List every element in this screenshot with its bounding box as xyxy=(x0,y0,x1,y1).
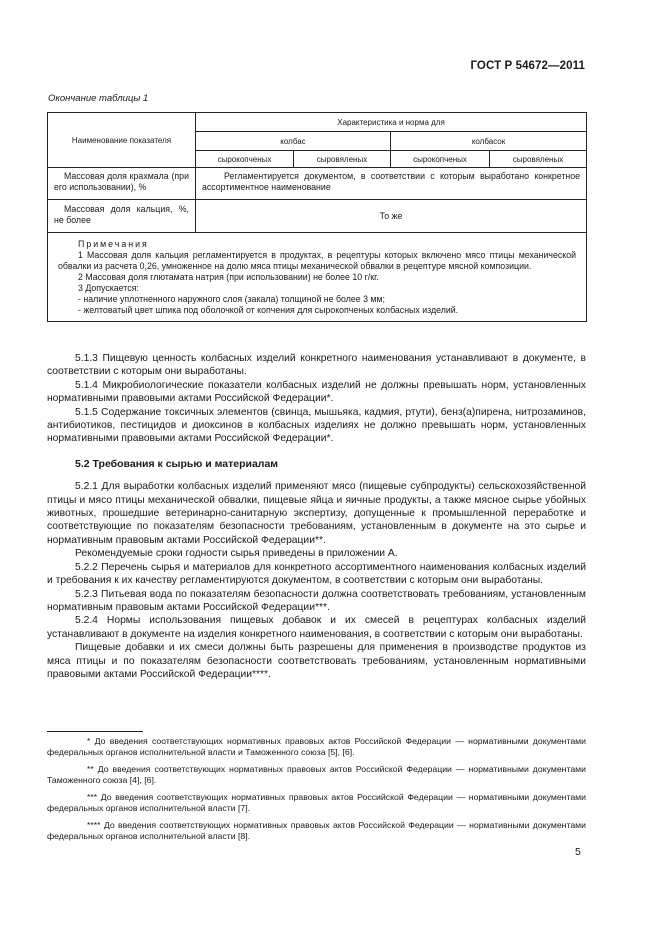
section-5-2-heading: 5.2 Требования к сырью и материалам xyxy=(75,457,279,470)
note-1: 1 Массовая доля кальция регламентируется в продуктах, в рецептуры которых включено мясо птицы механической обвалки из расчета 0,26, умноженное на долю мяса птицы механической обвалки в рецептуре мясной композиции. xyxy=(58,250,577,271)
note-3b: - желтоватый цвет шпика под оболочкой от копчения для сырокопченых колбасных изделий. xyxy=(78,305,459,315)
header-indicator: Наименование показателя xyxy=(48,113,196,168)
document-header: ГОСТ Р 54672—2011 xyxy=(470,60,585,72)
table-notes xyxy=(48,233,587,322)
para-5-2-2: 5.2.2 Перечень сырья и материалов для конкретного ассортиментного наименования колбасных изделий и требования к их качеству регламентируются документом, в соответствии с которым они выработаны. xyxy=(47,561,586,587)
para-5-1-3: 5.1.3 Пищевую ценность колбасных изделий конкретного наименования устанавливают в документе, в соответствии с которым они выработаны. xyxy=(47,353,586,378)
indicators-table xyxy=(47,112,587,322)
note-2: 2 Массовая доля глютамата натрия (при использовании) не более 10 г/кг. xyxy=(78,272,379,282)
footnote-1: * До введения соответствующих нормативных правовых актов Российской Федерации — нормативными документами федеральных органов исполнительной власти и Таможенного союза [5], [6]. xyxy=(47,736,586,757)
para-5-2-4: 5.2.4 Нормы использования пищевых добавок и их смесей в рецептурах колбасных изделий устанавливают в документе на изделия конкретного наименования, в соответствии с которым они выработаны. xyxy=(47,615,586,640)
para-5-1-4: 5.1.4 Микробиологические показатели колбасных изделий не должны превышать норм, установленных нормативными правовыми актами Российской Федерации*. xyxy=(47,379,586,405)
footnote-3: *** До введения соответствующих нормативных правовых актов Российской Федерации — нормативными документами федеральных органов исполнительной власти [7]. xyxy=(47,792,586,813)
para-5-2-1: 5.2.1 Для выработки колбасных изделий применяют мясо (пищевые субпродукты) сельскохозяйственной птицы и мясо птицы механической обвалки, пищевые яйца и яичные продукты, а также мясное сырье убойных животных, прошедшие ветеринарно-санитарную экспертизу, допущенные к промышленной переработке и соответствующие по показателям безопасности требованиям, установленным в документе на это сырье и нормативным правовым актами Российской Федерации**. xyxy=(47,481,586,546)
notes-title: Примечания xyxy=(78,239,149,249)
row-value-calcium: То же xyxy=(196,200,587,233)
header-leaf-1: сырокопченых xyxy=(196,151,294,168)
para-5-1-5: 5.1.5 Содержание токсичных элементов (свинца, мышьяка, кадмия, ртути), бенз(а)пирена, нитрозаминов, антибиотиков, пестицидов и диоксинов в колбасных изделиях не должно превышать норм, установленных нормативными правовыми актами Российской Федерации*. xyxy=(47,406,586,445)
para-additives: Пищевые добавки и их смеси должны быть разрешены для применения в производстве продуктов из мяса птицы и по показателям безопасности соответствовать требованиям, установленным нормативными правовыми актами Российской Федерации****. xyxy=(47,642,586,680)
header-leaf-4: сыровяленых xyxy=(490,151,587,168)
body-text xyxy=(47,352,586,681)
row-name-starch: Массовая доля крахмала (при его использовании), % xyxy=(48,168,196,200)
para-recommended: Рекомендуемые сроки годности сырья приведены в приложении А. xyxy=(75,548,398,560)
footnote-divider xyxy=(47,731,143,732)
note-3a: - наличие уплотненного наружного слоя (закала) толщиной не более 3 мм; xyxy=(78,294,385,304)
header-kolbasok: колбасок xyxy=(391,132,587,151)
footnote-2: ** До введения соответствующих нормативных правовых актов Российской Федерации — нормативными документами Таможенного союза [4], [6]. xyxy=(47,764,586,785)
table-caption: Окончание таблицы 1 xyxy=(48,93,149,104)
row-name-calcium: Массовая доля кальция, %, не более xyxy=(48,200,196,233)
header-leaf-2: сыровяленых xyxy=(294,151,391,168)
footnotes xyxy=(47,736,586,848)
page-number: 5 xyxy=(575,846,581,858)
row-value-starch: Регламентируется документом, в соответствии с которым выработано конкретное ассортиментное наименование xyxy=(196,168,587,200)
header-leaf-3: сырокопченых xyxy=(391,151,490,168)
footnote-4: **** До введения соответствующих нормативных правовых актов Российской Федерации — нормативными документами федеральных органов исполнительной власти [8]. xyxy=(47,820,586,841)
header-group: Характеристика и норма для xyxy=(196,113,587,132)
para-5-2-3: 5.2.3 Питьевая вода по показателям безопасности должна соответствовать требованиям, установленным нормативным правовым актами Российской Федерации***. xyxy=(47,588,586,613)
note-3: 3 Допускается: xyxy=(78,283,139,293)
header-kolbas: колбас xyxy=(196,132,391,151)
